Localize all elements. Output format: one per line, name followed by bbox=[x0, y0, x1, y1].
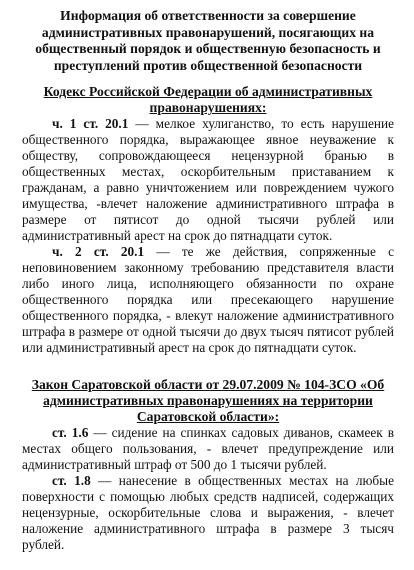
article-paragraph bbox=[22, 244, 394, 356]
article-text: — мелкое хулиганство, то есть нарушение общественного порядка, выражающее явное неуважение к обществу, сопровождающееся нецензурной бранью в общественных местах, оскорбительным приставанием к гражданам, а равно уничтожением или повреждением чужого имущества, -влечет наложение административного штрафа в размере от пятисот до одной тысячи рублей или административный арест на срок до пятнадцати суток. bbox=[22, 116, 394, 244]
article-number: ст. 1.8 bbox=[52, 473, 91, 489]
section-heading: Кодекс Российской Федерации об административных правонарушениях: bbox=[43, 84, 373, 116]
article-number: ст. 1.6 bbox=[52, 425, 89, 441]
document-title: Информация об ответственности за совершение административных правонарушений, посягающих на общественный порядок и общественную безопасность и преступлений против общественной безопасности bbox=[35, 8, 381, 73]
article-number: ч. 1 ст. 20.1 bbox=[52, 116, 129, 132]
article-paragraph bbox=[22, 425, 394, 473]
section-heading: Закон Саратовской области от 29.07.2009 № 104-ЗСО «Об административных правонарушениях на территории Саратовской области»: bbox=[31, 377, 385, 425]
article-text: — нанесение в общественных местах на любые поверхности с помощью любых средств надписей, содержащих нецензурные, оскорбительные слова и выражения, - влечет наложение административного штрафа в размере 3 тысяч рублей. bbox=[22, 473, 394, 553]
document-page bbox=[22, 8, 394, 553]
article-number: ч. 2 ст. 20.1 bbox=[52, 244, 145, 260]
article-text: — сидение на спинках садовых диванов, скамеек в местах общего пользования, - влечет предупреждение или административный штраф от 500 до 1 тысячи рублей. bbox=[22, 425, 394, 473]
article-text: — те же действия, сопряженные с неповиновением законному требованию представителя власти либо иного лица, исполняющего обязанности по охране общественного порядка или пресекающего нарушение общественного порядка, - влекут наложение административного штрафа в размере от одной тысячи до двух тысяч пятисот рублей или административный арест на срок до пятнадцати суток. bbox=[22, 244, 394, 356]
article-paragraph bbox=[22, 473, 394, 553]
section-koap bbox=[22, 84, 394, 356]
section-spacer bbox=[22, 356, 394, 377]
section-saratov-law bbox=[22, 377, 394, 553]
article-paragraph bbox=[22, 116, 394, 244]
